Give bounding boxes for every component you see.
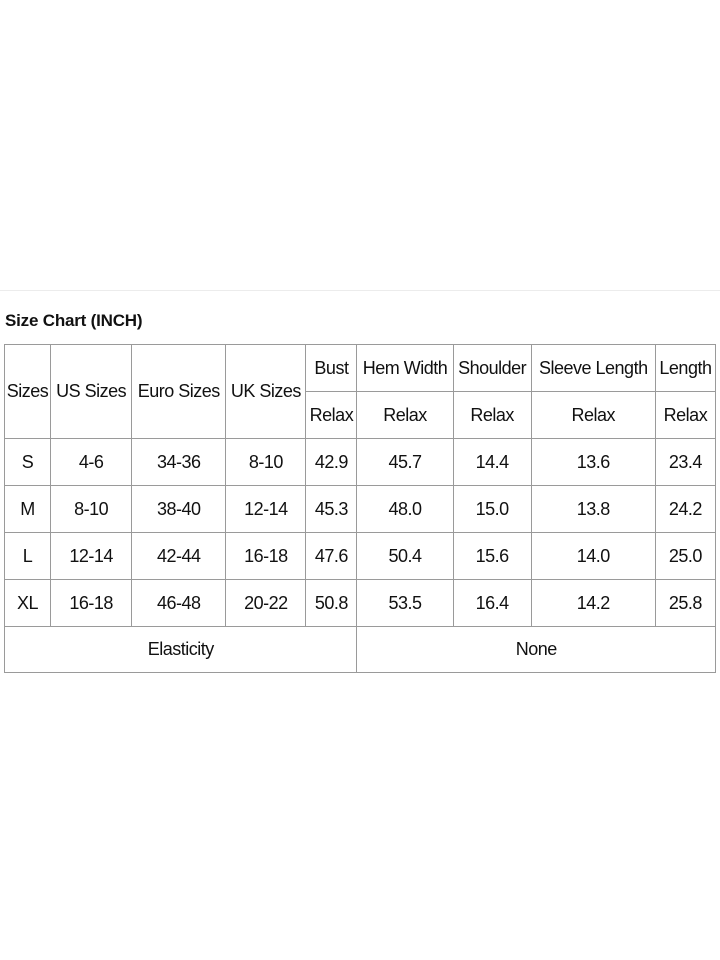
cell-us-size: 12-14 bbox=[51, 533, 132, 580]
cell-hem-width: 50.4 bbox=[357, 533, 453, 580]
elasticity-label: Elasticity bbox=[5, 627, 357, 673]
cell-uk-size: 8-10 bbox=[226, 439, 306, 486]
header-length: Length bbox=[655, 345, 715, 392]
cell-size: L bbox=[5, 533, 51, 580]
header-sleeve-length: Sleeve Length bbox=[531, 345, 655, 392]
header-us-sizes: US Sizes bbox=[51, 345, 132, 439]
cell-size: M bbox=[5, 486, 51, 533]
table-row bbox=[5, 486, 716, 533]
cell-bust: 47.6 bbox=[306, 533, 357, 580]
cell-size: XL bbox=[5, 580, 51, 627]
cell-length: 24.2 bbox=[655, 486, 715, 533]
table-row bbox=[5, 533, 716, 580]
cell-euro-size: 42-44 bbox=[132, 533, 226, 580]
cell-size: S bbox=[5, 439, 51, 486]
size-chart-table bbox=[4, 344, 716, 673]
table-row bbox=[5, 439, 716, 486]
cell-euro-size: 34-36 bbox=[132, 439, 226, 486]
cell-sleeve-length: 13.8 bbox=[531, 486, 655, 533]
cell-sleeve-length: 13.6 bbox=[531, 439, 655, 486]
header-euro-sizes: Euro Sizes bbox=[132, 345, 226, 439]
cell-length: 25.8 bbox=[655, 580, 715, 627]
cell-bust: 50.8 bbox=[306, 580, 357, 627]
fit-hem-width: Relax bbox=[357, 392, 453, 439]
cell-hem-width: 53.5 bbox=[357, 580, 453, 627]
footer-row bbox=[5, 627, 716, 673]
top-divider bbox=[0, 290, 720, 291]
cell-uk-size: 20-22 bbox=[226, 580, 306, 627]
cell-shoulder: 15.6 bbox=[453, 533, 531, 580]
cell-us-size: 8-10 bbox=[51, 486, 132, 533]
cell-euro-size: 46-48 bbox=[132, 580, 226, 627]
fit-length: Relax bbox=[655, 392, 715, 439]
header-hem-width: Hem Width bbox=[357, 345, 453, 392]
fit-shoulder: Relax bbox=[453, 392, 531, 439]
cell-uk-size: 16-18 bbox=[226, 533, 306, 580]
header-uk-sizes: UK Sizes bbox=[226, 345, 306, 439]
header-bust: Bust bbox=[306, 345, 357, 392]
fit-bust: Relax bbox=[306, 392, 357, 439]
elasticity-value: None bbox=[357, 627, 716, 673]
cell-sleeve-length: 14.2 bbox=[531, 580, 655, 627]
cell-uk-size: 12-14 bbox=[226, 486, 306, 533]
table-row bbox=[5, 580, 716, 627]
cell-sleeve-length: 14.0 bbox=[531, 533, 655, 580]
size-chart-title: Size Chart (INCH) bbox=[5, 311, 143, 330]
cell-hem-width: 48.0 bbox=[357, 486, 453, 533]
cell-shoulder: 15.0 bbox=[453, 486, 531, 533]
cell-shoulder: 14.4 bbox=[453, 439, 531, 486]
fit-sleeve-length: Relax bbox=[531, 392, 655, 439]
cell-shoulder: 16.4 bbox=[453, 580, 531, 627]
header-row bbox=[5, 345, 716, 392]
header-sizes: Sizes bbox=[5, 345, 51, 439]
cell-us-size: 4-6 bbox=[51, 439, 132, 486]
cell-hem-width: 45.7 bbox=[357, 439, 453, 486]
cell-bust: 45.3 bbox=[306, 486, 357, 533]
cell-length: 25.0 bbox=[655, 533, 715, 580]
cell-bust: 42.9 bbox=[306, 439, 357, 486]
cell-euro-size: 38-40 bbox=[132, 486, 226, 533]
header-shoulder: Shoulder bbox=[453, 345, 531, 392]
cell-us-size: 16-18 bbox=[51, 580, 132, 627]
cell-length: 23.4 bbox=[655, 439, 715, 486]
